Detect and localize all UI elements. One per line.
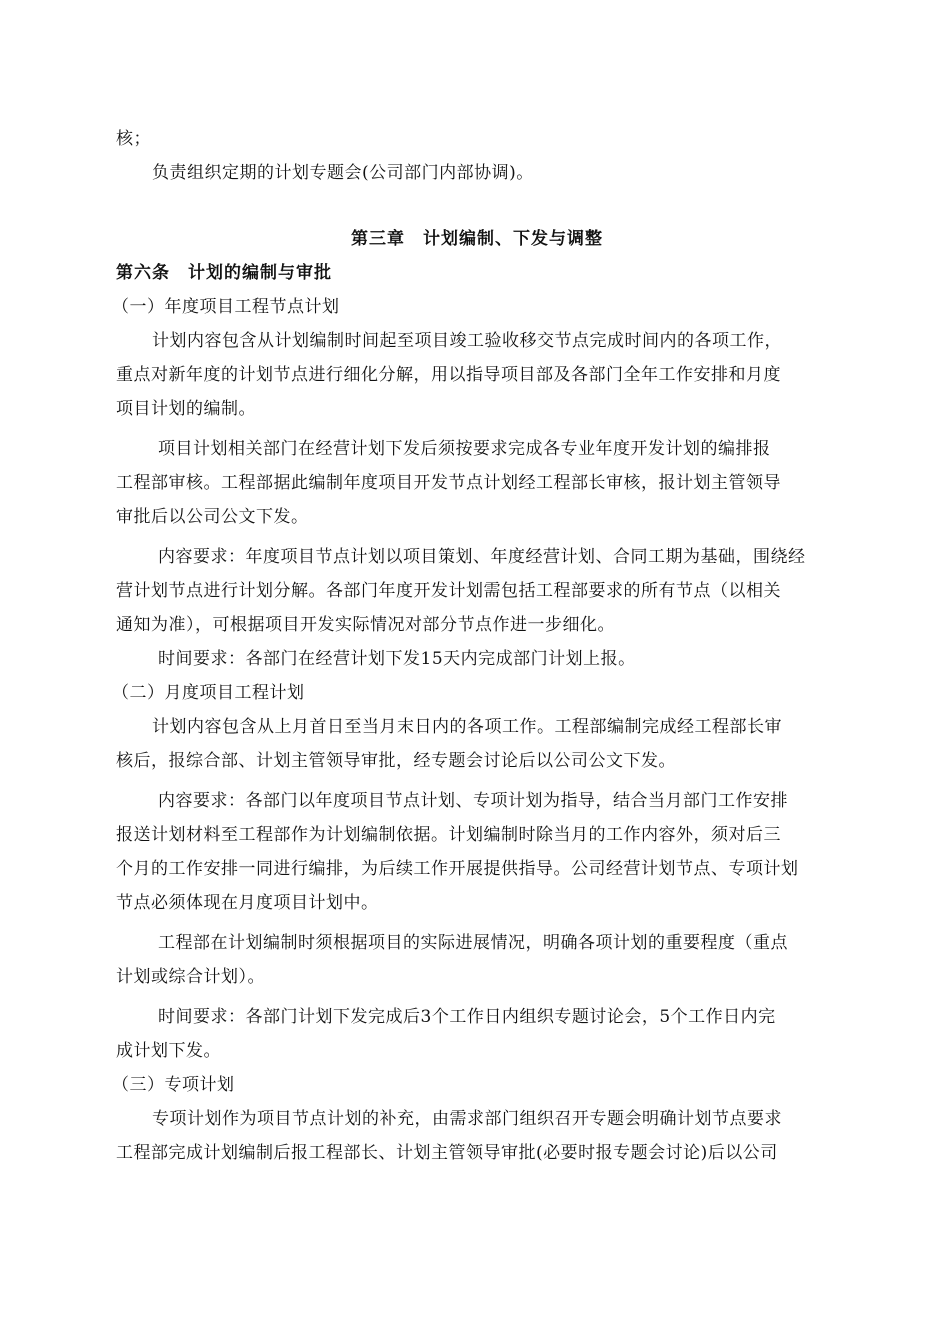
text-line: 营计划节点进行计划分解。各部门年度开发计划需包括工程部要求的所有节点（以相关 <box>116 581 781 601</box>
section-heading: （二）月度项目工程计划 <box>112 683 305 703</box>
article-heading: 第六条 计划的编制与审批 <box>116 263 332 283</box>
text-line: 重点对新年度的计划节点进行细化分解，用以指导项目部及各部门全年工作安排和月度 <box>116 365 781 385</box>
text-line: 时间要求：各部门计划下发完成后3个工作日内组织专题讨论会，5个工作日内完 <box>158 1007 776 1027</box>
chapter-heading: 第三章 计划编制、下发与调整 <box>351 229 603 249</box>
text-line: 项目计划的编制。 <box>116 399 256 419</box>
document-body <box>112 122 838 1170</box>
text-line: 内容要求：各部门以年度项目节点计划、专项计划为指导，结合当月部门工作安排 <box>158 791 788 811</box>
text-line: 审批后以公司公文下发。 <box>116 507 309 527</box>
text-line: 通知为准），可根据项目开发实际情况对部分节点作进一步细化。 <box>116 615 615 635</box>
text-line: 计划内容包含从上月首日至当月末日内的各项工作。工程部编制完成经工程部长审 <box>152 717 782 737</box>
text-line: 计划或综合计划）。 <box>116 967 265 987</box>
text-line: 专项计划作为项目节点计划的补充，由需求部门组织召开专题会明确计划节点要求 <box>152 1109 782 1129</box>
text-line: 计划内容包含从计划编制时间起至项目竣工验收移交节点完成时间内的各项工作， <box>152 331 782 351</box>
text-line: 成计划下发。 <box>116 1041 221 1061</box>
text-line: 个月的工作安排一同进行编排，为后续工作开展提供指导。公司经营计划节点、专项计划 <box>116 859 799 879</box>
text-line: 节点必须体现在月度项目计划中。 <box>116 893 379 913</box>
text-line: 核； <box>116 129 151 149</box>
text-line: 工程部完成计划编制后报工程部长、计划主管领导审批(必要时报专题会讨论)后以公司 <box>116 1143 778 1163</box>
text-line: 时间要求：各部门在经营计划下发15天内完成部门计划上报。 <box>158 649 636 669</box>
text-line: 内容要求：年度项目节点计划以项目策划、年度经营计划、合同工期为基础，围绕经 <box>158 547 806 567</box>
section-heading: （一）年度项目工程节点计划 <box>112 297 340 317</box>
text-line: 工程部审核。工程部据此编制年度项目开发节点计划经工程部长审核，报计划主管领导 <box>116 473 781 493</box>
text-line: 核后，报综合部、计划主管领导审批，经专题会讨论后以公司公文下发。 <box>116 751 676 771</box>
text-line: 负责组织定期的计划专题会(公司部门内部协调)。 <box>152 163 534 183</box>
text-line: 项目计划相关部门在经营计划下发后须按要求完成各专业年度开发计划的编排报 <box>158 439 771 459</box>
section-heading: （三）专项计划 <box>112 1075 235 1095</box>
text-line: 报送计划材料至工程部作为计划编制依据。计划编制时除当月的工作内容外，须对后三 <box>116 825 781 845</box>
text-line: 工程部在计划编制时须根据项目的实际进展情况，明确各项计划的重要程度（重点 <box>158 933 788 953</box>
